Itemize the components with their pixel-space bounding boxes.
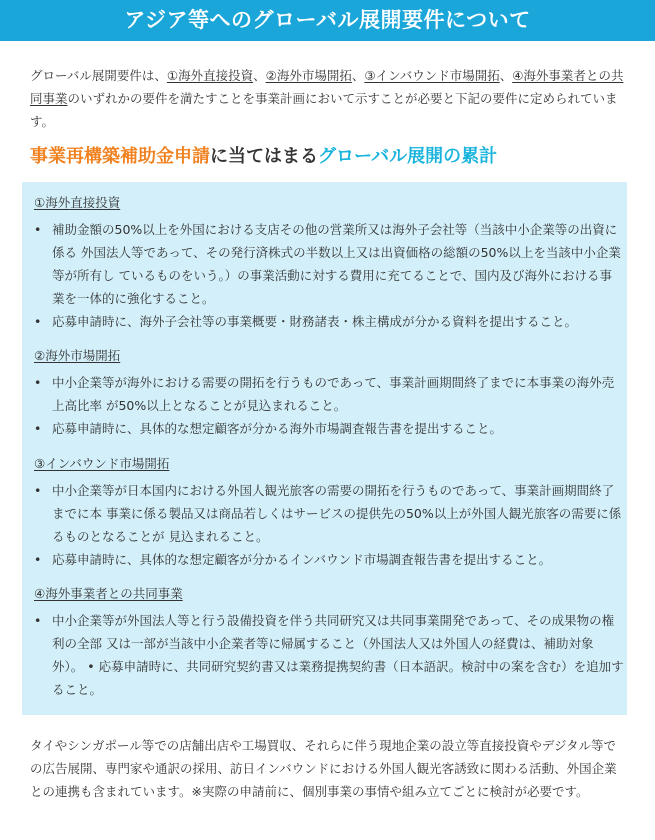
bullet-dot: • (34, 552, 42, 567)
bullet-text: 中小企業等が外国法人等と行う設備投資を伴う共同研究又は共同事業開発であって、その成果物の権利の全部 又は一部が当該中小企業者等に帰属すること（外国法人又は外国人の経費は、補助対象外）。 • 応募申請時に、共同研究契約書又は業務提携契約書（日本語訳。検討中の案を含む）を追加すること。 (52, 613, 624, 697)
intro-tail: のいずれかの要件を満たすことを事業計画において示すことが必要と下記の要件に定められています。 (30, 91, 618, 129)
list-item (34, 417, 624, 440)
list-item (34, 609, 624, 701)
section-heading-part2: に当てはまる (210, 146, 318, 167)
section-heading (30, 144, 630, 170)
bullet-dot: • (34, 613, 42, 628)
bullet-text: 応募申請時に、具体的な想定顧客が分かる海外市場調査報告書を提出すること。 (52, 421, 503, 436)
bullet-text: 中小企業等が海外における需要の開拓を行うものであって、事業計画期間終了までに本事業の海外売上高比率 が50%以上となることが見込まれること。 (52, 375, 615, 413)
intro-req-3: ③インバウンド市場開拓 (364, 68, 500, 83)
intro-sep-3: 、 (499, 68, 513, 83)
requirement-title: ③インバウンド市場開拓 (34, 456, 170, 471)
requirement-title: ①海外直接投資 (34, 195, 121, 210)
bullet-dot: • (34, 421, 42, 436)
intro-sep-2: 、 (351, 68, 365, 83)
requirement-title: ④海外事業者との共同事業 (34, 586, 183, 601)
bullet-text: 応募申請時に、海外子会社等の事業概要・財務諸表・株主構成が分かる資料を提出すること。 (52, 314, 578, 329)
intro-req-1: ①海外直接投資 (166, 68, 254, 83)
outro-paragraph: タイやシンガポール等での店舗出店や工場買収、それらに伴う現地企業の設立等直接投資やデジタル等での広告展開、専門家や通訳の採用、訪日インバウンドにおける外国人観光客誘致に関わる活動、外国企業との連携も含まれています。※実際の申請前に、個別事業の事情や組み立てごとに検討が必要です。 (30, 738, 617, 799)
list-item (34, 218, 624, 310)
list-item (34, 479, 624, 548)
bullet-dot: • (34, 375, 42, 390)
bullet-dot: • (34, 222, 42, 237)
list-item (34, 548, 624, 571)
intro-lead: グローバル展開要件は、 (30, 68, 167, 83)
intro-sep-1: 、 (253, 68, 266, 83)
intro-paragraph (30, 64, 628, 133)
page-title: アジア等へのグローバル展開要件について (124, 8, 531, 32)
bullet-dot: • (34, 314, 42, 329)
requirement-title: ②海外市場開拓 (34, 348, 121, 363)
bullet-dot: • (34, 483, 42, 498)
list-item (34, 310, 624, 333)
intro-req-4a: ④海外事業者と (512, 68, 599, 83)
bullet-text: 補助金額の50%以上を外国における支店その他の営業所又は海外子会社等（当該中小企業等の出資に係る 外国法人等であって、その発行済株式の半数以上又は出資価格の総額の50%以上を当該中小企業等が所有し ているものをいう。）の事業活動に対する費用に充てることで、国内及び海外における事業を一体的に強化すること。 (52, 222, 621, 306)
requirement-block-1 (34, 191, 624, 333)
intro-req-2: ②海外市場開拓 (265, 68, 352, 83)
intro-req-4b: の共同事業 (30, 68, 624, 106)
section-heading-part1: 事業再構築補助金申請 (30, 146, 210, 167)
section-heading-part3: グローバル展開の累計 (318, 146, 498, 167)
bullet-text: 応募申請時に、具体的な想定顧客が分かるインバウンド市場調査報告書を提出すること。 (52, 552, 552, 567)
requirement-block-3 (34, 452, 624, 571)
requirement-block-4 (34, 582, 624, 701)
bullet-text: 中小企業等が日本国内における外国人観光旅客の需要の開拓を行うものであって、事業計画期間終了までに本 事業に係る製品又は商品若しくはサービスの提供先の50%以上が外国人観光旅客の需要に係るものとなることが 見込まれること。 (52, 483, 622, 544)
requirement-block-2 (34, 344, 624, 440)
list-item (34, 371, 624, 417)
